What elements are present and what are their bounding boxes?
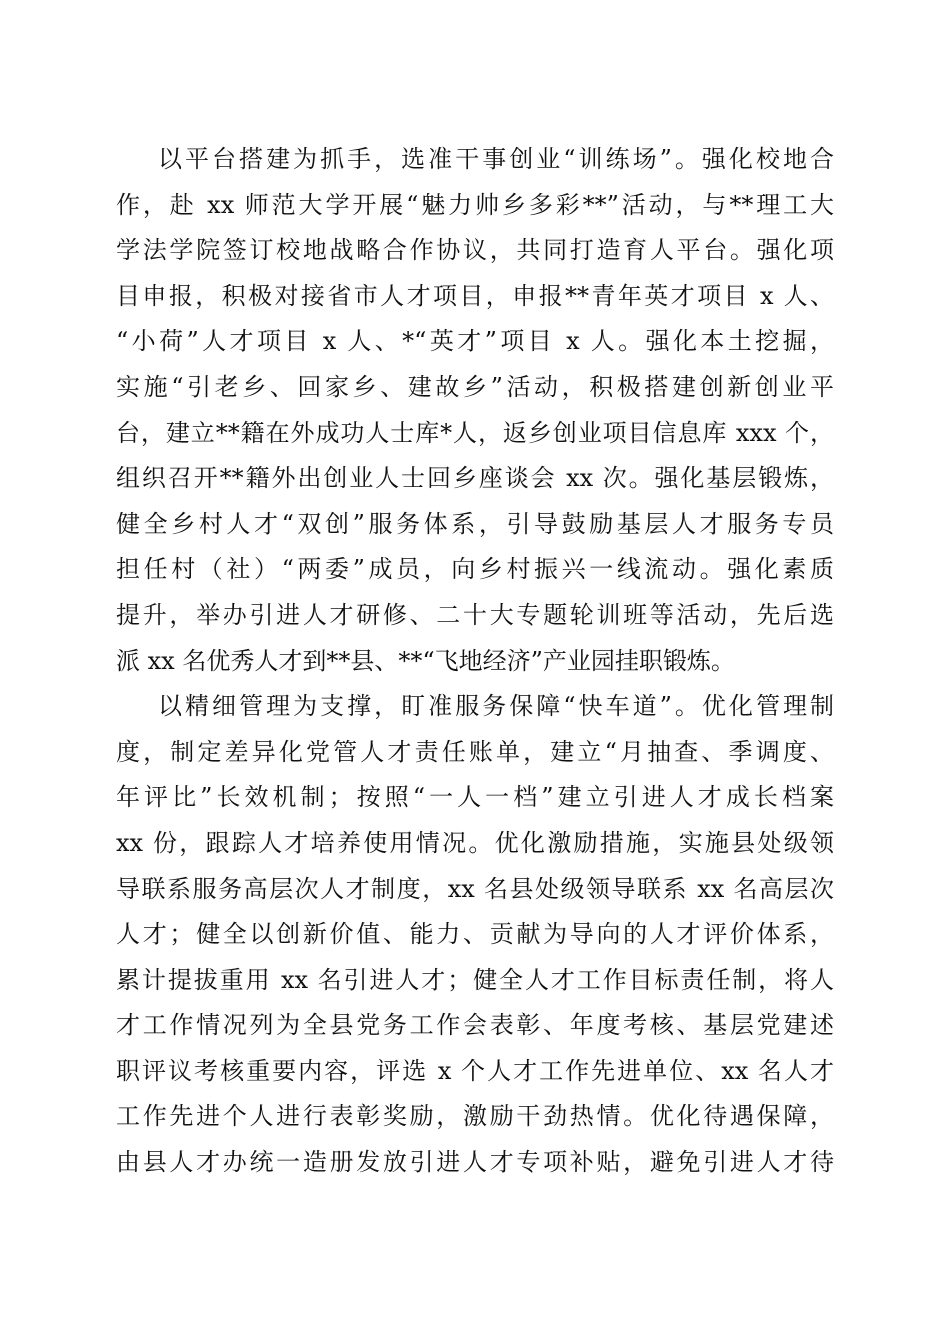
text-line: 派 xx 名优秀人才到**县、**“飞地经济”产业园挂职锻炼。	[116, 646, 735, 675]
text-line: 才工作情况列为全县党务工作会表彰、年度考核、基层党建述	[116, 1011, 834, 1040]
text-line: 作，赴 xx 师范大学开展“魅力帅乡多彩**”活动，与**理工大	[116, 190, 834, 219]
text-line: xx 份，跟踪人才培养使用情况。优化激励措施，实施县处级领	[116, 828, 834, 857]
paragraph-service-management	[116, 684, 834, 1186]
text-line: 由县人才办统一造册发放引进人才专项补贴，避免引进人才待	[116, 1148, 834, 1177]
text-line: 累计提拔重用 xx 名引进人才；健全人才工作目标责任制，将人	[116, 965, 834, 994]
text-line: “小荷”人才项目 x 人、*“英才”项目 x 人。强化本土挖掘，	[116, 327, 834, 356]
text-line: 以精细管理为支撑，盯准服务保障“快车道”。优化管理制	[158, 692, 834, 721]
text-line: 度，制定差异化党管人才责任账单，建立“月抽查、季调度、	[116, 737, 834, 766]
text-line: 工作先进个人进行表彰奖励，激励干劲热情。优化待遇保障，	[116, 1102, 834, 1131]
text-line: 台，建立**籍在外成功人士库*人，返乡创业项目信息库 xxx 个，	[116, 418, 834, 447]
text-line: 学法学院签订校地战略合作协议，共同打造育人平台。强化项	[116, 236, 834, 265]
text-line: 担任村（社）“两委”成员，向乡村振兴一线流动。强化素质	[116, 555, 834, 584]
text-line: 实施“引老乡、回家乡、建故乡”活动，积极搭建创新创业平	[116, 372, 834, 401]
text-line: 健全乡村人才“双创”服务体系，引导鼓励基层人才服务专员	[116, 509, 834, 538]
text-line: 以平台搭建为抓手，选准干事创业“训练场”。强化校地合	[158, 145, 834, 173]
text-line: 导联系服务高层次人才制度，xx 名县处级领导联系 xx 名高层次	[116, 874, 834, 903]
paragraph-talent-platform	[116, 137, 834, 684]
text-line: 职评议考核重要内容，评选 x 个人才工作先进单位、xx 名人才	[116, 1056, 834, 1085]
text-line: 组织召开**籍外出创业人士回乡座谈会 xx 次。强化基层锻炼，	[116, 464, 834, 493]
text-line: 人才；健全以创新价值、能力、贡献为导向的人才评价体系，	[116, 920, 834, 949]
text-line: 年评比”长效机制；按照“一人一档”建立引进人才成长档案	[116, 783, 834, 812]
text-line: 提升，举办引进人才研修、二十大专题轮训班等活动，先后选	[116, 600, 834, 629]
document-body	[116, 137, 834, 1186]
text-line: 目申报，积极对接省市人才项目，申报**青年英才项目 x 人、	[116, 281, 834, 310]
